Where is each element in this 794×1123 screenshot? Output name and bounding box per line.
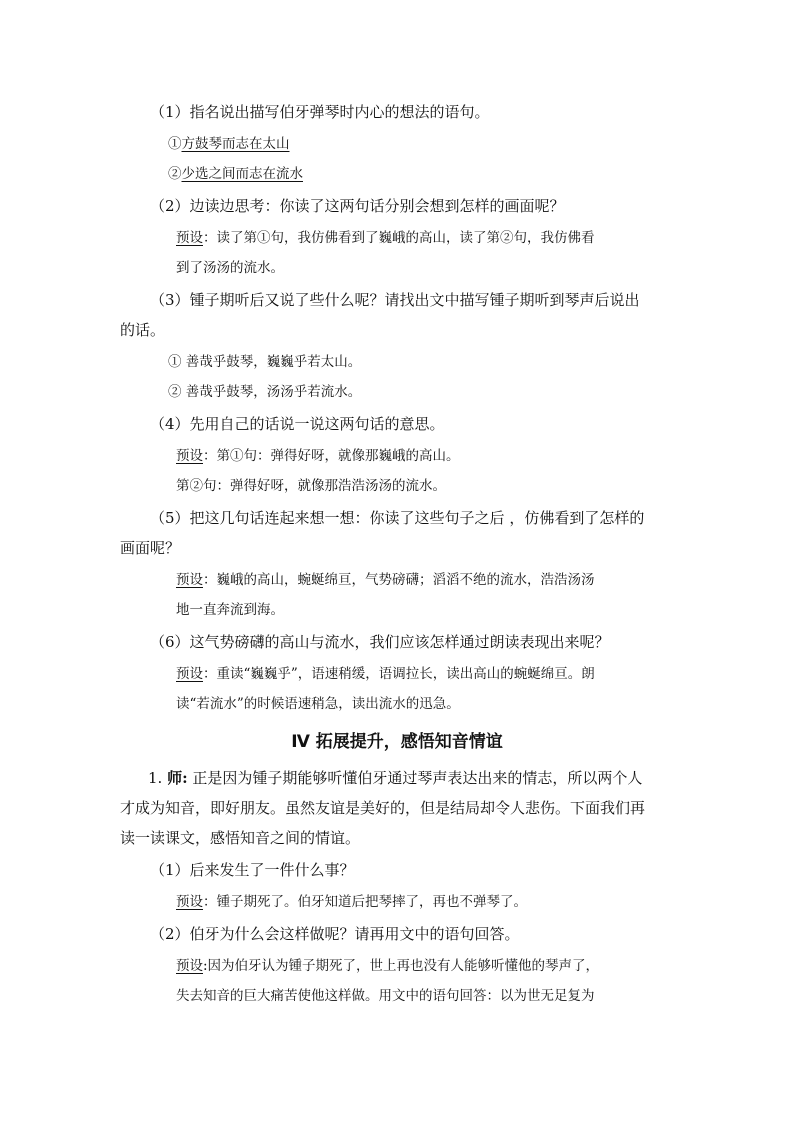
q6-preset-text-1: ：重读“巍巍乎”，语速稍缓，语调拉长，读出高山的蜿蜒绵亘。朗: [203, 666, 595, 682]
preset-label: 预设: [176, 230, 203, 246]
para1-text-1: 正是因为锺子期能够听懂伯牙通过琴声表达出来的情志，所以两个人: [187, 769, 643, 787]
q3-prompt-2: 的话。: [120, 321, 166, 339]
q5-preset-1: [176, 570, 595, 590]
q1-answer-b: [168, 164, 303, 184]
teacher-label: 师:: [167, 769, 188, 787]
q8-preset-1: [176, 956, 599, 976]
q8-preset-2: 失去知音的巨大痛苦使他这样做。用文中的语句回答：以为世无足复为: [176, 988, 595, 1004]
q8-preset-text-1: :因为伯牙认为锺子期死了，世上再也没有人能够听懂他的琴声了，: [203, 958, 600, 974]
para1-line1: [148, 768, 642, 788]
q1-answer-b-num: ②: [168, 166, 182, 182]
para1-line2: 才成为知音，即好朋友。虽然友谊是美好的，但是结局却令人悲伤。下面我们再: [120, 799, 646, 817]
q6-prompt: （6）这气势磅礴的高山与流水，我们应该怎样通过朗读表现出来呢？: [150, 633, 610, 651]
q3-answer-b: ② 善哉乎鼓琴，汤汤乎若流水。: [168, 384, 362, 400]
q5-prompt-1: （5）把这几句话连起来想一想：你读了这些句子之后 ，仿佛看到了怎样的: [150, 509, 645, 527]
q2-preset-text-1: ：读了第①句，我仿佛看到了巍峨的高山，读了第②句，我仿佛看: [203, 230, 595, 246]
q6-preset-2: 读“若流水”的时候语速稍急，读出流水的迅急。: [176, 696, 460, 712]
q1-answer-a-num: ①: [168, 136, 182, 152]
para1-num: 1.: [148, 769, 168, 787]
q2-prompt: （2）边读边思考：你读了这两句话分别会想到怎样的画面呢？: [150, 197, 565, 215]
q4-preset-2: 第②句：弹得好呀，就像那浩浩汤汤的流水。: [176, 478, 446, 494]
q3-answer-a: ① 善哉乎鼓琴，巍巍乎若太山。: [168, 354, 362, 370]
q1-prompt: （1）指名说出描写伯牙弹琴时内心的想法的语句。: [150, 103, 490, 121]
q1-answer-b-text: 少选之间而志在流水: [181, 166, 303, 182]
q7-prompt: （1）后来发生了一件什么事？: [150, 861, 355, 879]
q4-preset-1: [176, 446, 460, 466]
preset-label: 预设: [176, 448, 203, 464]
q4-preset-text-1: ：第①句：弹得好呀，就像那巍峨的高山。: [203, 448, 460, 464]
q1-answer-a-text: 方鼓琴而志在太山: [181, 136, 290, 152]
q7-preset-text-1: ：锺子期死了。伯牙知道后把琴摔了，再也不弹琴了。: [203, 894, 527, 910]
q5-preset-text-1: ：巍峨的高山，蜿蜒绵亘，气势磅礴；滔滔不绝的流水，浩浩汤汤: [203, 572, 595, 588]
section-heading: Ⅳ 拓展提升，感悟知音情谊: [291, 732, 503, 752]
q3-prompt-1: （3）锺子期听后又说了些什么呢？请找出文中描写锺子期听到琴声后说出: [150, 291, 640, 309]
q8-prompt: （2）伯牙为什么会这样做呢？请再用文中的语句回答。: [150, 925, 520, 943]
q7-preset-1: [176, 892, 527, 912]
preset-label: 预设: [176, 666, 203, 682]
q6-preset-1: [176, 664, 595, 684]
q5-preset-2: 地一直奔流到海。: [176, 602, 284, 618]
q2-preset-1: [176, 228, 595, 248]
para1-line3: 读一读课文，感悟知音之间的情谊。: [120, 829, 361, 847]
q1-answer-a: [168, 134, 290, 154]
preset-label: 预设: [176, 894, 203, 910]
q4-prompt: （4）先用自己的话说一说这两句话的意思。: [150, 415, 445, 433]
preset-label: 预设: [176, 958, 203, 974]
q2-preset-2: 到了汤汤的流水。: [176, 260, 284, 276]
q5-prompt-2: 画面呢？: [120, 539, 181, 557]
preset-label: 预设: [176, 572, 203, 588]
